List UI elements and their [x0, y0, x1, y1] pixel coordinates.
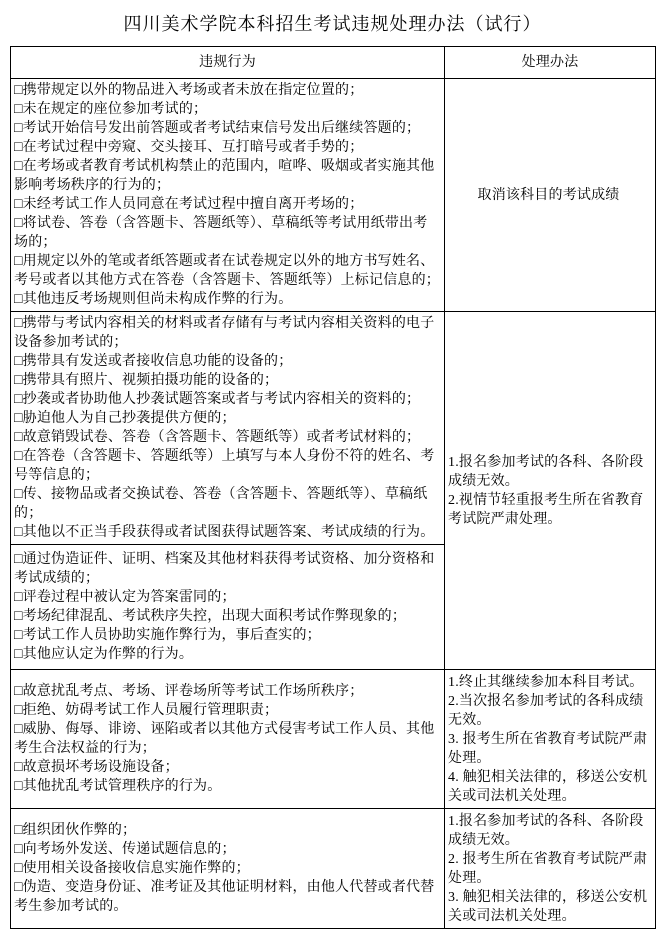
violation-item: □携带具有发送或者接收信息功能的设备的；	[14, 354, 293, 369]
violation-item: □抄袭或者协助他人抄袭试题答案或者与考试内容相关的资料的；	[14, 392, 421, 407]
penalty-item: 2. 报考生所在省教育考试院严肃处理。	[448, 852, 648, 886]
violation-item: □组织团伙作弊的；	[14, 823, 137, 838]
violation-cell	[11, 809, 445, 929]
page-title: 四川美术学院本科招生考试违规处理办法（试行）	[123, 14, 542, 34]
violation-item: □未经考试工作人员同意在考试过程中擅自离开考场的；	[14, 197, 364, 212]
violation-item: □通过伪造证件、证明、档案及其他材料获得考试资格、加分资格和考试成绩的；	[14, 552, 435, 586]
table-header-row	[11, 47, 656, 79]
penalty-item: 2.当次报名参加考试的各科成绩无效。	[448, 694, 644, 728]
violation-item: □用规定以外的笔或者纸答题或者在试卷规定以外的地方书写姓名、考号或者以其他方式在答卷（含答题卡、答题纸等）上标记信息的；	[14, 254, 440, 288]
violation-item: □其他扰乱考试管理秩序的行为。	[14, 779, 222, 794]
violation-item: □携带具有照片、视频拍摄功能的设备的；	[14, 373, 279, 388]
violation-item: □故意销毁试卷、答卷（含答题卡、答题纸等）或者考试材料的；	[14, 430, 421, 445]
violation-item: □在考场或者教育考试机构禁止的范围内，喧哗、吸烟或者实施其他影响考场秩序的行为的；	[14, 159, 435, 193]
violation-item: □其他以不正当手段获得或者试图获得试题答案、考试成绩的行为。	[14, 525, 435, 540]
penalty-cell	[445, 670, 656, 809]
penalty-item: 1.终止其继续参加本科目考试。	[448, 675, 644, 690]
violation-item: □故意损坏考场设施设备；	[14, 760, 179, 775]
violation-item: □在考试过程中旁窥、交头接耳、互打暗号或者手势的；	[14, 140, 364, 155]
penalty-cell	[445, 809, 656, 929]
penalty-cell	[445, 312, 656, 670]
violation-cell	[11, 79, 445, 312]
violation-item: □未在规定的座位参加考试的；	[14, 102, 208, 117]
violation-item: □考场纪律混乱、考试秩序失控，出现大面积考试作弊现象的；	[14, 609, 407, 624]
violation-item: □向考场外发送、传递试题信息的；	[14, 842, 236, 857]
penalty-item: 2.视情节轻重报考生所在省教育考试院严肃处理。	[448, 493, 644, 527]
violation-item: □使用相关设备接收信息实施作弊的；	[14, 861, 250, 876]
violation-item: □胁迫他人为自己抄袭提供方便的；	[14, 411, 236, 426]
violation-item: □故意扰乱考点、考场、评卷场所等考试工作场所秩序；	[14, 684, 364, 699]
table-row	[11, 809, 656, 929]
violation-item: □拒绝、妨碍考试工作人员履行管理职责；	[14, 703, 279, 718]
penalty-item: 1.报名参加考试的各科、各阶段成绩无效。	[448, 455, 644, 489]
penalty-text: 取消该科目的考试成绩	[477, 188, 620, 203]
violation-rules-table	[10, 46, 656, 929]
penalty-item: 4. 触犯相关法律的，移送公安机关或司法机关处理。	[448, 770, 648, 804]
table-row	[11, 670, 656, 809]
violation-item: □评卷过程中被认定为答案雷同的；	[14, 590, 236, 605]
column-header-violation: 违规行为	[11, 47, 445, 79]
column-header-penalty: 处理办法	[445, 47, 656, 79]
table-row	[11, 312, 656, 545]
penalty-item: 3. 触犯相关法律的，移送公安机关或司法机关处理。	[448, 890, 648, 924]
violation-item: □携带规定以外的物品进入考场或者未放在指定位置的；	[14, 83, 364, 98]
violation-item: □考试工作人员协助实施作弊行为，事后查实的；	[14, 628, 321, 643]
violation-item: □威胁、侮辱、诽谤、诬陷或者以其他方式侵害考试工作人员、其他考生合法权益的行为；	[14, 722, 435, 756]
violation-item: □在答卷（含答题卡、答题纸等）上填写与本人身份不符的姓名、考号等信息的；	[14, 449, 435, 483]
penalty-item: 1.报名参加考试的各科、各阶段成绩无效。	[448, 814, 644, 848]
violation-item: □伪造、变造身份证、准考证及其他证明材料，由他人代替或者代替考生参加考试的。	[14, 880, 435, 914]
violation-cell	[11, 545, 445, 670]
violation-item: □携带与考试内容相关的材料或者存储有与考试内容相关资料的电子设备参加考试的；	[14, 316, 435, 350]
violation-item: □考试开始信号发出前答题或者考试结束信号发出后继续答题的；	[14, 121, 421, 136]
violation-cell	[11, 312, 445, 545]
table-row	[11, 79, 656, 312]
penalty-cell	[445, 79, 656, 312]
violation-item: □将试卷、答卷（含答题卡、答题纸等）、草稿纸等考试用纸带出考场的；	[14, 216, 428, 250]
violation-item: □传、接物品或者交换试卷、答卷（含答题卡、答题纸等）、草稿纸的；	[14, 487, 428, 521]
penalty-item: 3. 报考生所在省教育考试院严肃处理。	[448, 732, 648, 766]
violation-cell	[11, 670, 445, 809]
violation-item: □其他应认定为作弊的行为。	[14, 647, 194, 662]
violation-item: □其他违反考场规则但尚未构成作弊的行为。	[14, 292, 293, 307]
